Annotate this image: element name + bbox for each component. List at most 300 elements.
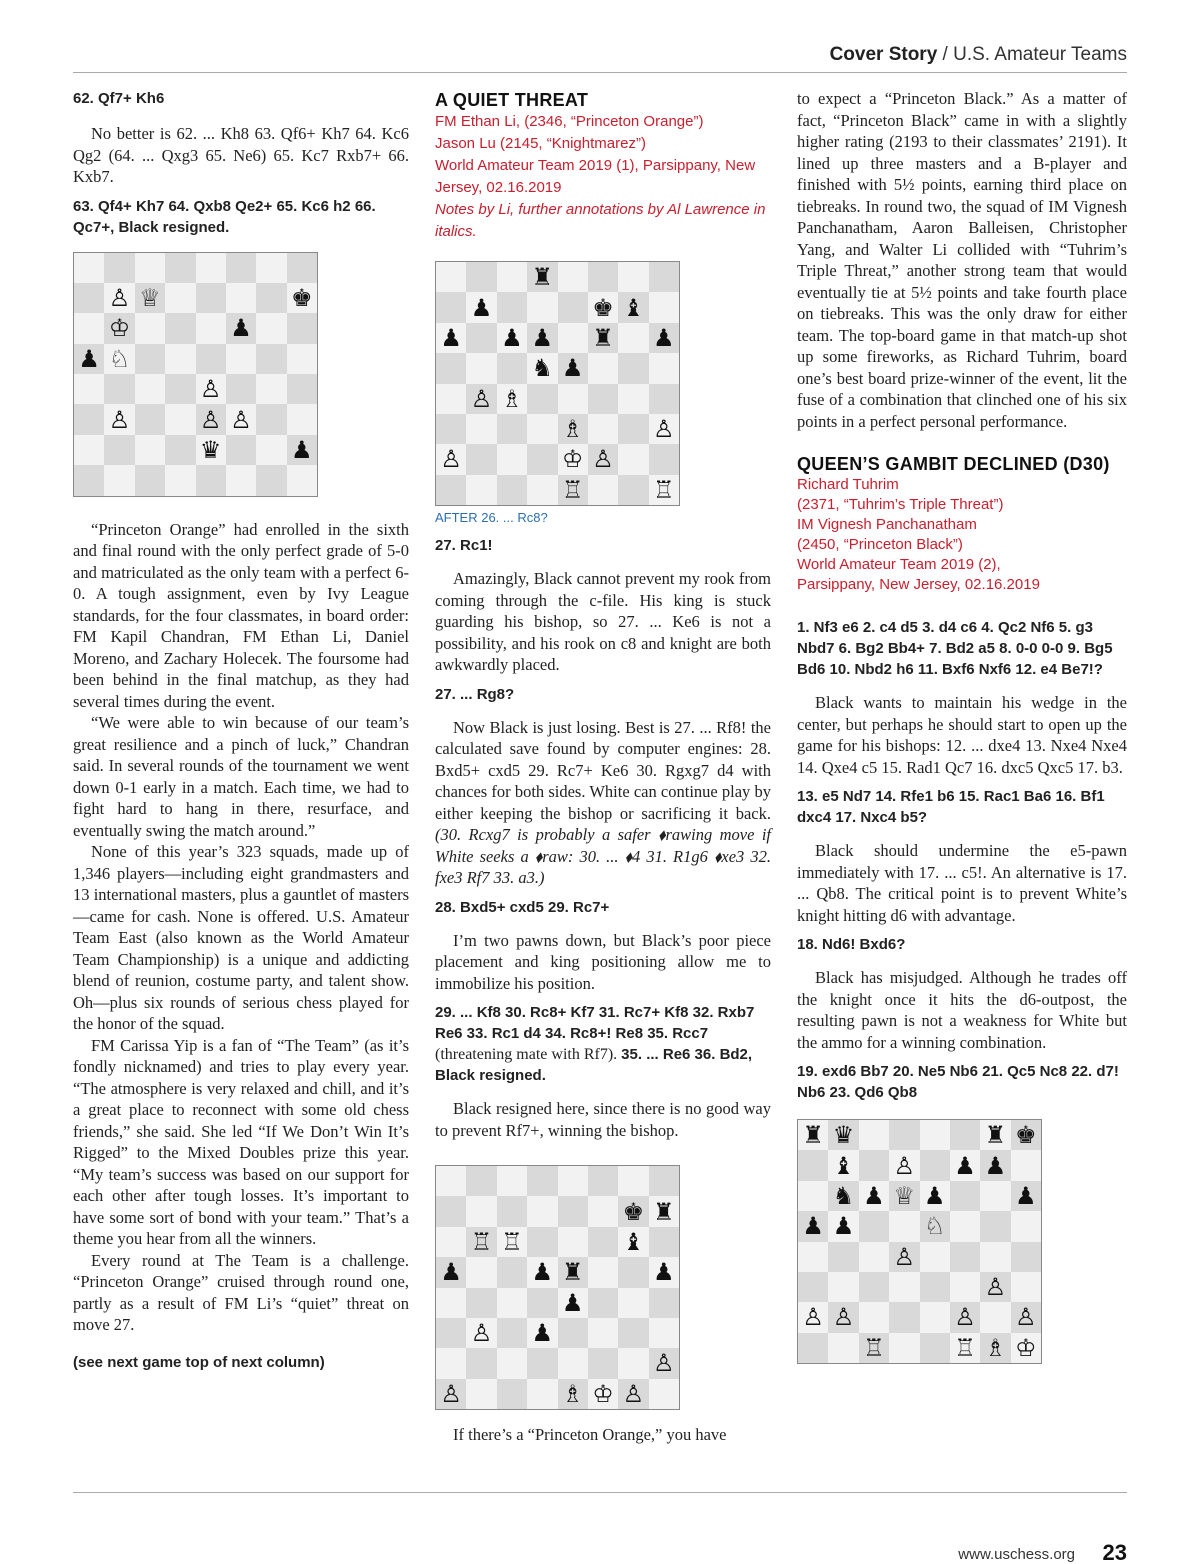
board-square bbox=[950, 1272, 980, 1302]
black-pawn-icon: ♟ bbox=[561, 354, 584, 383]
black-knight-icon: ♞ bbox=[832, 1181, 855, 1210]
board-square bbox=[165, 465, 195, 495]
board-square bbox=[287, 313, 317, 343]
article-paragraph: Every round at The Team is a challenge. “Princeton Orange” cruised through round one, partly as a result of FM Li’s “quiet” threat on move 27. bbox=[73, 1250, 409, 1334]
board-square bbox=[466, 262, 496, 292]
board-square bbox=[889, 1150, 919, 1180]
footer-url: www.uschess.org bbox=[958, 1546, 1075, 1563]
board-square bbox=[618, 444, 648, 474]
board-square bbox=[436, 323, 466, 353]
white-rook-icon: ♖ bbox=[501, 1227, 523, 1256]
white-pawn-icon: ♙ bbox=[802, 1303, 824, 1332]
white-player: Richard Tuhrim bbox=[797, 476, 899, 493]
event-place-date: Parsippany, New Jersey, 02.16.2019 bbox=[797, 576, 1040, 593]
board-square bbox=[135, 404, 165, 434]
board-caption: AFTER 26. ... Rc8? bbox=[435, 510, 548, 525]
chess-board-3 bbox=[435, 1165, 680, 1410]
board-square bbox=[920, 1120, 950, 1150]
black-pawn-icon: ♟ bbox=[1015, 1181, 1037, 1210]
board-square bbox=[588, 1348, 618, 1378]
board-square bbox=[436, 1196, 466, 1226]
board-square bbox=[226, 465, 256, 495]
board-square bbox=[920, 1333, 950, 1363]
board-square bbox=[859, 1150, 889, 1180]
board-square bbox=[889, 1211, 919, 1241]
board-square bbox=[649, 1227, 679, 1257]
white-bishop-icon: ♗ bbox=[561, 415, 584, 444]
board-square bbox=[165, 313, 195, 343]
board-square bbox=[527, 475, 557, 505]
board-square bbox=[798, 1302, 828, 1332]
page-number: 23 bbox=[1102, 1540, 1127, 1564]
article-paragraph: FM Carissa Yip is a fan of “The Team” (as it’s fondly nicknamed) and tries to play every year. “The atmosphere is very relaxed and chill, and it’s a great place to reconnect with some old chess friends,” she said. She led “If We Don’t Win It’s Rigged” to the Mixed Doubles prize this year. “My team’s success was based on our support for each other after tough losses. It’s important to have some sort of bond with your team.” That’s a theme you hear from all the winners. bbox=[73, 1035, 409, 1248]
black-rook-icon: ♜ bbox=[802, 1121, 824, 1150]
board-square bbox=[527, 1227, 557, 1257]
black-rook-icon: ♜ bbox=[984, 1121, 1007, 1150]
board-square bbox=[436, 292, 466, 322]
footer-rule bbox=[73, 1492, 1127, 1493]
board-square bbox=[859, 1302, 889, 1332]
board-square bbox=[558, 444, 588, 474]
board-square bbox=[859, 1272, 889, 1302]
board-square bbox=[618, 353, 648, 383]
white-rook-icon: ♖ bbox=[954, 1333, 976, 1362]
board-square bbox=[527, 353, 557, 383]
event-info: World Amateur Team 2019 (1), Parsippany, New Jersey, 02.16.2019 bbox=[435, 157, 756, 196]
black-team: (2450, “Princeton Black”) bbox=[797, 536, 963, 553]
board-square bbox=[527, 1166, 557, 1196]
white-pawn-icon: ♙ bbox=[893, 1151, 916, 1180]
game-moves: 63. Qf4+ Kh7 64. Qxb8 Qe2+ 65. Kc6 h2 66. Qc7+, Black resigned. bbox=[73, 197, 376, 236]
board-square bbox=[165, 253, 195, 283]
board-square bbox=[527, 1288, 557, 1318]
board-square bbox=[135, 374, 165, 404]
black-pawn-icon: ♟ bbox=[653, 323, 675, 352]
board-square bbox=[196, 344, 226, 374]
board-square bbox=[558, 1166, 588, 1196]
board-square bbox=[950, 1211, 980, 1241]
board-square bbox=[165, 435, 195, 465]
board-square bbox=[287, 283, 317, 313]
board-square bbox=[588, 1318, 618, 1348]
board-square bbox=[527, 1318, 557, 1348]
black-pawn-icon: ♟ bbox=[923, 1181, 946, 1210]
board-square bbox=[558, 1257, 588, 1287]
board-square bbox=[74, 404, 104, 434]
white-knight-icon: ♘ bbox=[108, 344, 131, 373]
board-square bbox=[527, 444, 557, 474]
board-square bbox=[588, 1196, 618, 1226]
board-square bbox=[527, 323, 557, 353]
white-pawn-icon: ♙ bbox=[984, 1273, 1007, 1302]
board-square bbox=[287, 465, 317, 495]
black-pawn-icon: ♟ bbox=[984, 1151, 1007, 1180]
board-square bbox=[226, 283, 256, 313]
board-square bbox=[558, 1318, 588, 1348]
board-square bbox=[497, 1288, 527, 1318]
board-square bbox=[135, 465, 165, 495]
white-rook-icon: ♖ bbox=[863, 1333, 885, 1362]
black-pawn-icon: ♟ bbox=[291, 435, 313, 464]
annotation-paragraph bbox=[435, 717, 771, 889]
annotation-paragraph: Black resigned here, since there is no good way to prevent Rf7+, winning the bishop. bbox=[435, 1099, 771, 1140]
black-pawn-icon: ♟ bbox=[653, 1258, 675, 1287]
black-pawn-icon: ♟ bbox=[501, 323, 523, 352]
board-square bbox=[558, 1288, 588, 1318]
game-moves: 1. Nf3 e6 2. c4 d5 3. d4 c6 4. Qc2 Nf6 5. g3 Nbd7 6. Bg2 Bb4+ 7. Bd2 a5 8. 0-0 0-0 9. Bg5 Bd6 10. Nbd2 h6 11. Bxf6 Nxf6 12. e4 Be7!? bbox=[797, 619, 1113, 678]
board-square bbox=[104, 344, 134, 374]
board-square bbox=[618, 414, 648, 444]
board-square bbox=[527, 292, 557, 322]
board-square bbox=[527, 384, 557, 414]
board-square bbox=[226, 374, 256, 404]
board-square bbox=[828, 1150, 858, 1180]
board-square bbox=[527, 1196, 557, 1226]
board-square bbox=[287, 404, 317, 434]
board-square bbox=[436, 444, 466, 474]
board-square bbox=[1011, 1302, 1041, 1332]
board-square bbox=[558, 1196, 588, 1226]
black-king-icon: ♚ bbox=[291, 284, 313, 313]
board-square bbox=[649, 1318, 679, 1348]
board-square bbox=[980, 1302, 1010, 1332]
board-square bbox=[497, 475, 527, 505]
board-square bbox=[859, 1333, 889, 1363]
black-pawn-icon: ♟ bbox=[440, 1258, 462, 1287]
moves-part: 29. ... Kf8 30. Rc8+ Kf7 31. Rc7+ Kf8 32. Rxb7 Re6 33. Rc1 d4 34. Rc8+! Re8 35. Rcc7 bbox=[435, 1004, 755, 1042]
black-king-icon: ♚ bbox=[592, 293, 614, 322]
annotation-paragraph: Amazingly, Black cannot prevent my rook from coming through the c-file. His king is stuck guarding his bishop, so 27. ... Ke6 is not a possibility, and his rook on c8 and knight are both awkwardly placed. bbox=[435, 569, 771, 674]
white-queen-icon: ♕ bbox=[893, 1181, 916, 1210]
board-square bbox=[226, 344, 256, 374]
board-square bbox=[287, 435, 317, 465]
board-square bbox=[436, 1318, 466, 1348]
white-pawn-icon: ♙ bbox=[832, 1303, 855, 1332]
white-king-icon: ♔ bbox=[561, 445, 584, 474]
board-square bbox=[980, 1150, 1010, 1180]
board-square bbox=[104, 313, 134, 343]
board-square bbox=[1011, 1150, 1041, 1180]
board-square bbox=[135, 283, 165, 313]
board-square bbox=[588, 444, 618, 474]
white-pawn-icon: ♙ bbox=[954, 1303, 976, 1332]
board-square bbox=[828, 1272, 858, 1302]
board-square bbox=[466, 1257, 496, 1287]
board-square bbox=[588, 1227, 618, 1257]
game-moves: 28. Bxd5+ cxd5 29. Rc7+ bbox=[435, 898, 610, 916]
white-king-icon: ♔ bbox=[592, 1379, 614, 1408]
board-square bbox=[436, 1348, 466, 1378]
black-bishop-icon: ♝ bbox=[622, 1227, 645, 1256]
board-square bbox=[527, 262, 557, 292]
white-pawn-icon: ♙ bbox=[470, 1319, 493, 1348]
board-square bbox=[497, 444, 527, 474]
board-square bbox=[980, 1211, 1010, 1241]
board-square bbox=[287, 374, 317, 404]
board-square bbox=[466, 1227, 496, 1257]
board-square bbox=[889, 1120, 919, 1150]
board-square bbox=[558, 353, 588, 383]
white-pawn-icon: ♙ bbox=[108, 405, 131, 434]
board-square bbox=[588, 1288, 618, 1318]
board-square bbox=[649, 1196, 679, 1226]
board-square bbox=[135, 344, 165, 374]
board-square bbox=[497, 262, 527, 292]
board-square bbox=[618, 292, 648, 322]
header-rule bbox=[73, 72, 1127, 73]
board-square bbox=[588, 353, 618, 383]
board-square bbox=[256, 313, 286, 343]
board-square bbox=[798, 1181, 828, 1211]
board-square bbox=[889, 1272, 919, 1302]
board-square bbox=[950, 1242, 980, 1272]
board-square bbox=[466, 1348, 496, 1378]
game-moves: 13. e5 Nd7 14. Rfe1 b6 15. Rac1 Ba6 16. Bf1 dxc4 17. Nxc4 b5? bbox=[797, 788, 1105, 826]
board-square bbox=[497, 323, 527, 353]
game-moves: 62. Qf7+ Kh6 bbox=[73, 90, 165, 107]
black-pawn-icon: ♟ bbox=[440, 323, 462, 352]
board-square bbox=[135, 435, 165, 465]
black-rook-icon: ♜ bbox=[561, 1258, 584, 1287]
annotation-paragraph: Black wants to maintain his wedge in the center, but perhaps he should start to open up the game for his bishops: 12. ... dxe4 13. Nxe4 Nxe4 14. Qxe4 c5 15. Rad1 Qc7 16. dxc5 Qxc5 17. b3. bbox=[797, 693, 1127, 777]
white-knight-icon: ♘ bbox=[923, 1212, 946, 1241]
board-square bbox=[256, 253, 286, 283]
board-square bbox=[980, 1272, 1010, 1302]
board-square bbox=[649, 292, 679, 322]
board-square bbox=[558, 1379, 588, 1409]
board-square bbox=[466, 1196, 496, 1226]
board-square bbox=[618, 1196, 648, 1226]
board-square bbox=[466, 384, 496, 414]
board-square bbox=[588, 1257, 618, 1287]
white-pawn-icon: ♙ bbox=[653, 415, 675, 444]
annotation-credit: Notes by Li, further annotations by Al Lawrence in italics. bbox=[435, 201, 766, 240]
board-square bbox=[104, 283, 134, 313]
black-bishop-icon: ♝ bbox=[622, 293, 645, 322]
board-square bbox=[466, 323, 496, 353]
board-square bbox=[649, 1166, 679, 1196]
game-moves bbox=[435, 1002, 771, 1086]
board-square bbox=[618, 1227, 648, 1257]
black-queen-icon: ♛ bbox=[832, 1121, 855, 1150]
board-square bbox=[497, 1196, 527, 1226]
white-bishop-icon: ♗ bbox=[501, 384, 523, 413]
board-square bbox=[1011, 1333, 1041, 1363]
white-pawn-icon: ♙ bbox=[592, 445, 614, 474]
white-team: (2371, “Tuhrim’s Triple Threat”) bbox=[797, 496, 1004, 513]
board-square bbox=[74, 283, 104, 313]
board-square bbox=[588, 475, 618, 505]
board-square bbox=[920, 1150, 950, 1180]
annotation-paragraph: I’m two pawns down, but Black’s poor piece placement and king positioning allow me to immobilize his position. bbox=[435, 930, 771, 993]
board-square bbox=[618, 1257, 648, 1287]
board-square bbox=[466, 1379, 496, 1409]
board-square bbox=[889, 1242, 919, 1272]
board-square bbox=[497, 1227, 527, 1257]
board-square bbox=[980, 1333, 1010, 1363]
board-square bbox=[798, 1333, 828, 1363]
column-1 bbox=[73, 88, 409, 1371]
header-topic: U.S. Amateur Teams bbox=[953, 44, 1127, 65]
board-square bbox=[436, 1166, 466, 1196]
board-square bbox=[950, 1333, 980, 1363]
board-square bbox=[618, 323, 648, 353]
event-info: World Amateur Team 2019 (2), bbox=[797, 556, 1001, 573]
board-square bbox=[74, 435, 104, 465]
board-square bbox=[1011, 1272, 1041, 1302]
board-square bbox=[558, 323, 588, 353]
black-pawn-icon: ♟ bbox=[832, 1212, 855, 1241]
board-square bbox=[859, 1181, 889, 1211]
board-square bbox=[196, 465, 226, 495]
white-pawn-icon: ♙ bbox=[230, 405, 252, 434]
board-square bbox=[828, 1120, 858, 1150]
annotation-paragraph: Black should undermine the e5-pawn immediately with 17. ... c5!. An alternative is 17. ... Qb8. The critical point is to prevent White’s knight hitting d6 with advantage. bbox=[797, 841, 1127, 925]
board-square bbox=[196, 404, 226, 434]
black-rook-icon: ♜ bbox=[653, 1197, 675, 1226]
board-square bbox=[950, 1120, 980, 1150]
black-player: Jason Lu (2145, “Knightmarez”) bbox=[435, 135, 646, 152]
running-header bbox=[830, 44, 1127, 66]
board-square bbox=[466, 353, 496, 383]
board-square bbox=[950, 1150, 980, 1180]
board-square bbox=[527, 1348, 557, 1378]
board-square bbox=[165, 374, 195, 404]
board-square bbox=[798, 1150, 828, 1180]
white-pawn-icon: ♙ bbox=[199, 405, 222, 434]
board-square bbox=[165, 344, 195, 374]
board-square bbox=[798, 1242, 828, 1272]
annotation-text: Now Black is just losing. Best is 27. ... Rf8! the calculated save found by computer engines: 28. Bxd5+ cxd5 29. Rc7+ Ke6 30. Rgxg7 d4 with chances for both sides. White can continue play by either keeping the bishop or sacrificing it back. bbox=[435, 717, 771, 823]
board-square bbox=[828, 1242, 858, 1272]
board-square bbox=[558, 1348, 588, 1378]
board-square bbox=[466, 1318, 496, 1348]
board-square bbox=[466, 444, 496, 474]
board-square bbox=[828, 1302, 858, 1332]
board-square bbox=[1011, 1181, 1041, 1211]
black-knight-icon: ♞ bbox=[531, 354, 554, 383]
board-square bbox=[497, 384, 527, 414]
board-square bbox=[798, 1120, 828, 1150]
board-square bbox=[618, 1318, 648, 1348]
board-square bbox=[436, 262, 466, 292]
article-paragraph: “Princeton Orange” had enrolled in the sixth and final round with the only perfect grade of 5-0 and matriculated as the only team with a perfect 6-0. A tough assignment, even by Ivy League standards, for the four classmates, in board order: FM Kapil Chandran, FM Ethan Li, Daniel Moreno, and Zachary Holecek. The foursome had been behind in the final matchup, as they had several times during the event. bbox=[73, 519, 409, 711]
board-square bbox=[558, 475, 588, 505]
board-square bbox=[256, 283, 286, 313]
chess-board-2 bbox=[435, 261, 680, 506]
board-square bbox=[466, 1288, 496, 1318]
board-square bbox=[497, 292, 527, 322]
board-square bbox=[588, 1379, 618, 1409]
board-square bbox=[920, 1181, 950, 1211]
board-square bbox=[649, 1288, 679, 1318]
moves-comment: (threatening mate with Rf7). bbox=[435, 1046, 622, 1063]
white-pawn-icon: ♙ bbox=[893, 1242, 916, 1271]
board-square bbox=[466, 292, 496, 322]
board-square bbox=[436, 475, 466, 505]
white-player: FM Ethan Li, (2346, “Princeton Orange”) bbox=[435, 113, 704, 130]
board-square bbox=[1011, 1242, 1041, 1272]
board-square bbox=[649, 475, 679, 505]
board-square bbox=[527, 414, 557, 444]
board-square bbox=[588, 384, 618, 414]
black-pawn-icon: ♟ bbox=[954, 1151, 976, 1180]
board-square bbox=[920, 1302, 950, 1332]
black-pawn-icon: ♟ bbox=[863, 1181, 885, 1210]
moves-part: 35. ... Re6 36. Bd2, Black resigned. bbox=[435, 1046, 753, 1084]
black-player: IM Vignesh Panchanatham bbox=[797, 516, 977, 533]
white-pawn-icon: ♙ bbox=[653, 1349, 675, 1378]
white-pawn-icon: ♙ bbox=[1015, 1303, 1037, 1332]
board-square bbox=[558, 262, 588, 292]
board-square bbox=[256, 374, 286, 404]
board-square bbox=[436, 1227, 466, 1257]
board-square bbox=[649, 353, 679, 383]
board-square bbox=[74, 313, 104, 343]
board-square bbox=[196, 435, 226, 465]
game-moves: 18. Nd6! Bxd6? bbox=[797, 936, 906, 953]
board-square bbox=[256, 465, 286, 495]
board-square bbox=[256, 435, 286, 465]
italic-annotation: (30. Rcxg7 is probably a safer ⬧rawing move if White seeks a ⬧raw: 30. ... ⬧4 31. R1g6 ⬧xe3 32. fxe3 Rf7 33. a3.) bbox=[435, 825, 771, 887]
board-square bbox=[497, 1318, 527, 1348]
continuation-note: (see next game top of next column) bbox=[73, 1353, 325, 1371]
board-square bbox=[436, 353, 466, 383]
white-pawn-icon: ♙ bbox=[470, 384, 493, 413]
black-pawn-icon: ♟ bbox=[531, 1319, 554, 1348]
board-square bbox=[859, 1211, 889, 1241]
black-king-icon: ♚ bbox=[622, 1197, 645, 1226]
column-2 bbox=[435, 88, 771, 1446]
board-square bbox=[649, 1379, 679, 1409]
board-square bbox=[889, 1181, 919, 1211]
annotation-paragraph: No better is 62. ... Kh8 63. Qf6+ Kh7 64. Kc6 Qg2 (64. ... Qxg3 65. Ne6) 65. Kc7 Rxb7+ 66. Kxb7. bbox=[73, 124, 409, 186]
board-square bbox=[226, 404, 256, 434]
board-square bbox=[828, 1181, 858, 1211]
white-pawn-icon: ♙ bbox=[199, 375, 222, 404]
board-square bbox=[74, 374, 104, 404]
game-moves: 27. Rc1! bbox=[435, 537, 493, 554]
board-square bbox=[920, 1242, 950, 1272]
board-square bbox=[798, 1211, 828, 1241]
board-square bbox=[618, 1166, 648, 1196]
board-square bbox=[497, 1348, 527, 1378]
board-square bbox=[649, 323, 679, 353]
board-square bbox=[920, 1211, 950, 1241]
header-section: Cover Story bbox=[829, 44, 938, 65]
black-pawn-icon: ♟ bbox=[78, 344, 100, 373]
header-separator: / bbox=[937, 44, 954, 65]
white-pawn-icon: ♙ bbox=[622, 1379, 645, 1408]
board-square bbox=[287, 253, 317, 283]
board-square bbox=[226, 435, 256, 465]
white-king-icon: ♔ bbox=[108, 314, 131, 343]
board-square bbox=[588, 1166, 618, 1196]
board-square bbox=[527, 1379, 557, 1409]
board-square bbox=[527, 1257, 557, 1287]
board-square bbox=[135, 253, 165, 283]
game-title: A QUIET THREAT bbox=[435, 90, 589, 110]
black-pawn-icon: ♟ bbox=[531, 323, 554, 352]
black-pawn-icon: ♟ bbox=[561, 1288, 584, 1317]
board-square bbox=[980, 1120, 1010, 1150]
white-rook-icon: ♖ bbox=[653, 475, 675, 504]
white-king-icon: ♔ bbox=[1015, 1333, 1037, 1362]
board-square bbox=[436, 1257, 466, 1287]
black-king-icon: ♚ bbox=[1015, 1121, 1037, 1150]
board-square bbox=[256, 404, 286, 434]
board-square bbox=[889, 1333, 919, 1363]
